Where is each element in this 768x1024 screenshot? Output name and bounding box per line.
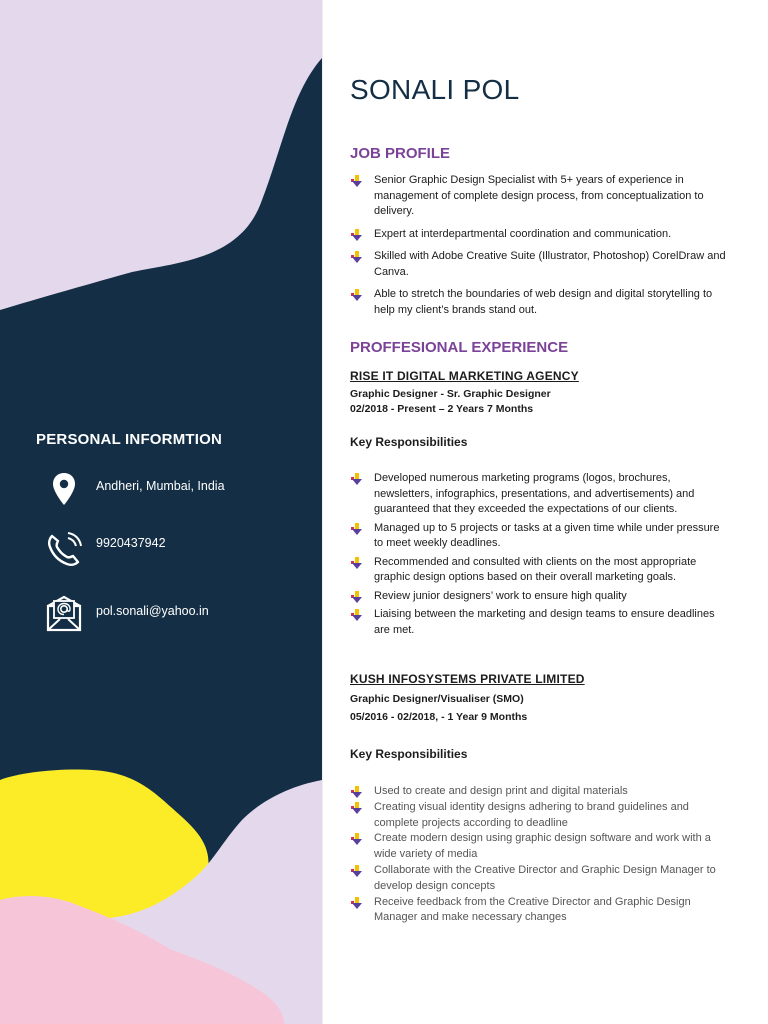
experience-title: PROFFESIONAL EXPERIENCE — [350, 339, 569, 356]
bullet-item — [350, 287, 730, 318]
bullet-item — [350, 607, 730, 638]
personal-info-heading: PERSONAL INFORMTION — [36, 431, 223, 448]
bullet-item — [350, 800, 730, 832]
bullet-text: Developed numerous marketing programs (logos, brochures, newsletters, infographics, presentations, and advertisements) and guaranteed that they exceeded the expectations of our clients. — [374, 472, 695, 515]
bullet-text: Recommended and consulted with clients on the most appropriate graphic design options based on their overall marketing goals. — [374, 555, 697, 583]
email-text: pol.sonali@yahoo.in — [96, 604, 209, 618]
job-profile-title: JOB PROFILE — [350, 145, 451, 162]
bullet-text: Collaborate with the Creative Director and Graphic Design Manager to develop design concepts — [374, 863, 716, 892]
column-divider — [322, 0, 323, 1024]
job1-role: Graphic Designer - Sr. Graphic Designer — [350, 388, 551, 400]
phone-text: 9920437942 — [96, 536, 166, 550]
job2-company: KUSH INFOSYSTEMS PRIVATE LIMITED — [350, 672, 585, 686]
arrow-bullet-icon — [350, 228, 364, 242]
contact-phone — [44, 530, 314, 570]
bullet-item — [350, 784, 730, 800]
bullet-text: Managed up to 5 projects or tasks at a given time while under pressure to meet weekly deadlines. — [374, 521, 720, 549]
arrow-bullet-icon — [350, 590, 364, 604]
bullet-text: Expert at interdepartmental coordination and communication. — [374, 227, 672, 240]
job2-key-responsibilities-label: Key Responsibilities — [350, 747, 468, 761]
job1-period: 02/2018 - Present – 2 Years 7 Months — [350, 403, 534, 415]
arrow-bullet-icon — [350, 288, 364, 302]
job2-period: 05/2016 - 02/2018, - 1 Year 9 Months — [350, 711, 528, 723]
bullet-item — [350, 589, 730, 605]
arrow-bullet-icon — [350, 522, 364, 536]
arrow-bullet-icon — [350, 472, 364, 486]
bullet-item — [350, 249, 730, 280]
bullet-text: Liaising between the marketing and design teams to ensure deadlines are met. — [374, 608, 715, 636]
arrow-bullet-icon — [350, 832, 364, 846]
email-icon — [44, 593, 84, 633]
bullet-text: Review junior designers’ work to ensure high quality — [374, 589, 627, 602]
arrow-bullet-icon — [350, 250, 364, 264]
bullet-text: Skilled with Adobe Creative Suite (Illustrator, Photoshop) CorelDraw and Canva. — [374, 250, 726, 278]
bullet-text: Create modern design using graphic design software and work with a wide variety of media — [374, 832, 711, 861]
bullet-text: Able to stretch the boundaries of web design and digital storytelling to help my client’s brands stand out. — [374, 288, 713, 316]
bullet-item — [350, 895, 730, 927]
location-pin-icon — [44, 469, 84, 509]
job-profile-list — [350, 173, 730, 325]
arrow-bullet-icon — [350, 864, 364, 878]
bullet-item — [350, 831, 730, 863]
bullet-item — [350, 471, 730, 518]
arrow-bullet-icon — [350, 174, 364, 188]
arrow-bullet-icon — [350, 608, 364, 622]
sidebar-background-art — [0, 0, 322, 1024]
contact-email — [44, 593, 314, 633]
job1-company: RISE IT DIGITAL MARKETING AGENCY — [350, 369, 579, 383]
job2-responsibilities-list — [350, 784, 730, 926]
bullet-item — [350, 227, 730, 243]
phone-icon — [44, 530, 84, 570]
bullet-item — [350, 555, 730, 586]
arrow-bullet-icon — [350, 556, 364, 570]
bullet-item — [350, 863, 730, 895]
bullet-item — [350, 521, 730, 552]
arrow-bullet-icon — [350, 785, 364, 799]
bullet-item — [350, 173, 730, 220]
location-text: Andheri, Mumbai, India — [96, 479, 225, 493]
bullet-text: Used to create and design print and digital materials — [374, 785, 628, 797]
bullet-text: Receive feedback from the Creative Director and Graphic Design Manager and make necessary changes — [374, 895, 691, 924]
job1-responsibilities-list — [350, 471, 730, 641]
candidate-name: SONALI POL — [350, 74, 520, 105]
bullet-text: Creating visual identity designs adhering to brand guidelines and complete projects according to deadline — [374, 800, 689, 829]
bullet-text: Senior Graphic Design Specialist with 5+ years of experience in management of complete design process, from conceptualization to delivery. — [374, 174, 704, 217]
job1-key-responsibilities-label: Key Responsibilities — [350, 435, 468, 449]
sidebar — [0, 0, 322, 1024]
arrow-bullet-icon — [350, 801, 364, 815]
arrow-bullet-icon — [350, 896, 364, 910]
job2-role: Graphic Designer/Visualiser (SMO) — [350, 693, 524, 705]
contact-location — [44, 469, 314, 509]
